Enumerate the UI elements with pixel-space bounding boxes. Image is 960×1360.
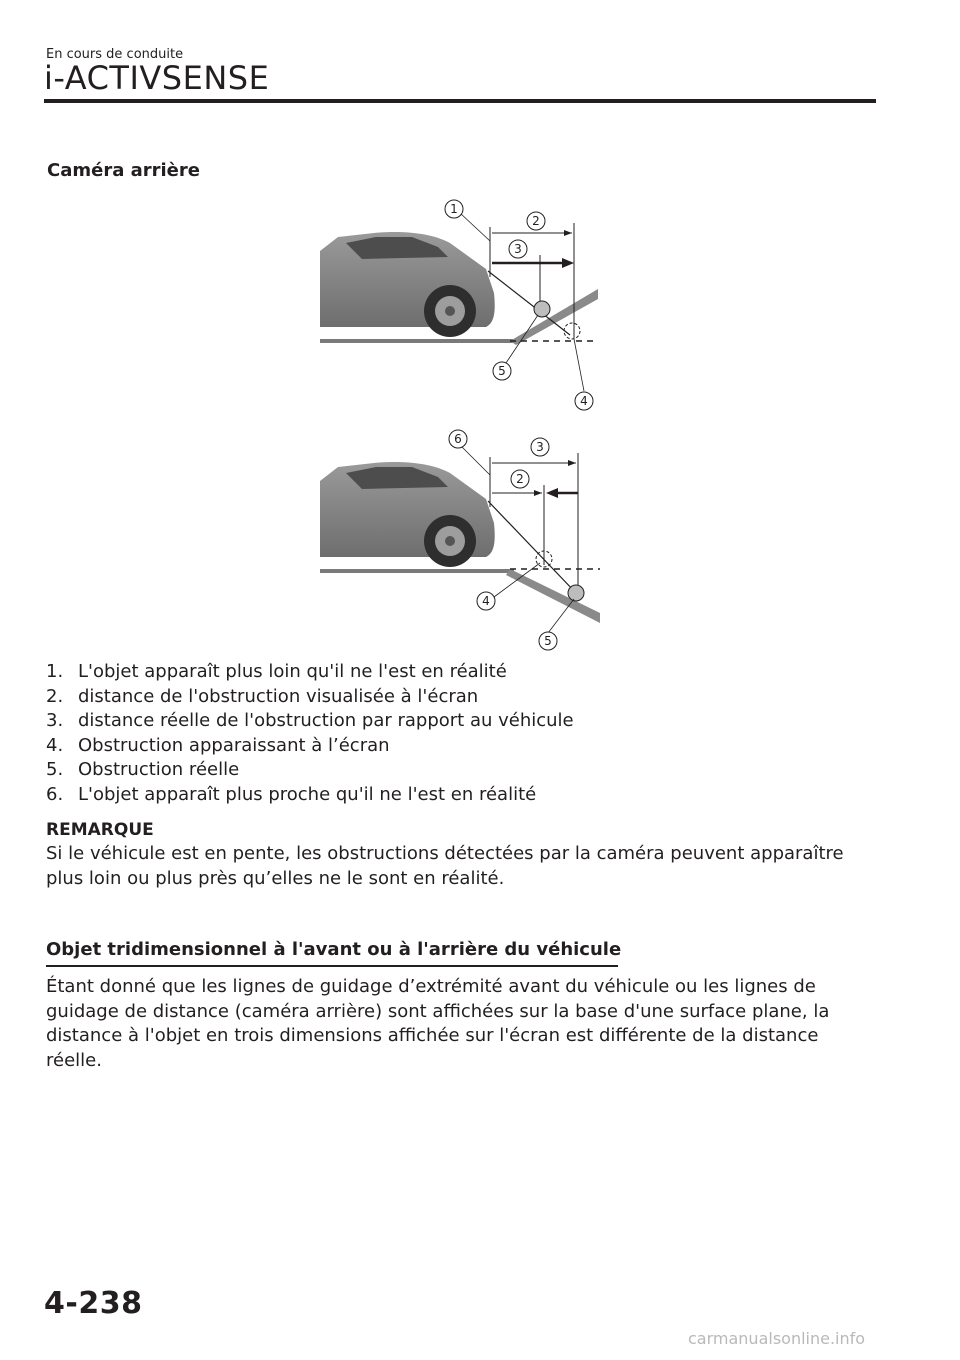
header-rule <box>44 99 876 103</box>
leader-line <box>460 213 490 241</box>
legend-number: 5. <box>46 759 64 781</box>
leader-line <box>548 599 574 633</box>
callout-3: 3 <box>536 440 544 454</box>
car-silhouette <box>320 232 495 337</box>
callout-3: 3 <box>514 242 522 256</box>
arrowhead <box>562 258 574 268</box>
section-heading-rule <box>46 965 618 967</box>
callout-4: 4 <box>580 394 588 408</box>
legend-item <box>46 783 574 808</box>
legend-text: L'objet apparaît plus proche qu'il ne l'est en réalité <box>78 783 537 805</box>
running-head: En cours de conduite <box>46 47 184 62</box>
callout-6: 6 <box>454 432 462 446</box>
section-heading: Objet tridimensionnel à l'avant ou à l'arrière du véhicule <box>46 939 622 960</box>
legend-number: 4. <box>46 734 64 756</box>
ground-line <box>320 569 514 573</box>
legend-number: 1. <box>46 661 64 682</box>
arrowhead <box>546 488 558 498</box>
screen-obstruction <box>564 323 580 339</box>
legend-number: 3. <box>46 710 64 732</box>
leader-line <box>494 563 540 597</box>
section-title: Caméra arrière <box>47 160 200 181</box>
legend-item <box>46 660 574 685</box>
car-silhouette <box>320 462 495 567</box>
legend-item <box>46 685 574 710</box>
leader-line <box>574 339 584 391</box>
actual-obstruction <box>568 585 584 601</box>
legend-text: distance de l'obstruction visualisée à l'écran <box>78 685 479 707</box>
legend-number: 6. <box>46 783 64 805</box>
chapter-title: i-ACTIVSENSE <box>44 59 270 97</box>
arrowhead <box>568 460 576 466</box>
note-title: REMARQUE <box>46 820 154 840</box>
legend-text: Obstruction réelle <box>78 759 240 781</box>
legend-item <box>46 709 574 734</box>
arrowhead <box>534 490 542 496</box>
section-body: Étant donné que les lignes de guidage d’extrémité avant du véhicule ou les lignes de guidage de distance (caméra arrière) sont affichées sur la base d'une surface plane, la distance à l'objet en trois dimensions affichée sur l'écran est différente de la distance réelle. <box>46 976 830 1071</box>
figure-uphill <box>300 195 610 415</box>
sight-line <box>488 271 570 335</box>
callout-4: 4 <box>482 594 490 608</box>
callout-2: 2 <box>532 214 540 228</box>
figure-downhill <box>300 425 610 655</box>
legend-text: distance réelle de l'obstruction par rapport au véhicule <box>78 710 574 732</box>
callout-5: 5 <box>498 364 506 378</box>
page-number: 4-238 <box>44 1286 143 1321</box>
legend-item <box>46 734 574 759</box>
arrowhead <box>564 230 572 236</box>
legend-item <box>46 758 574 783</box>
figure-legend <box>46 660 574 808</box>
downhill-slope <box>506 569 600 623</box>
legend-text: L'objet apparaît plus loin qu'il ne l'est en réalité <box>78 661 507 682</box>
callout-5: 5 <box>544 634 552 648</box>
watermark: carmanualsonline.info <box>688 1329 866 1348</box>
leader-line <box>460 445 490 475</box>
sight-line <box>488 501 576 593</box>
callout-1: 1 <box>450 202 458 216</box>
callout-2: 2 <box>516 472 524 486</box>
ground-line <box>320 339 520 343</box>
actual-obstruction <box>534 301 550 317</box>
legend-text: Obstruction apparaissant à l’écran <box>78 734 390 756</box>
legend-number: 2. <box>46 685 64 707</box>
note-body: Si le véhicule est en pente, les obstructions détectées par la caméra peuvent apparaître plus loin ou plus près qu’elles ne le sont en réalité. <box>46 843 844 889</box>
